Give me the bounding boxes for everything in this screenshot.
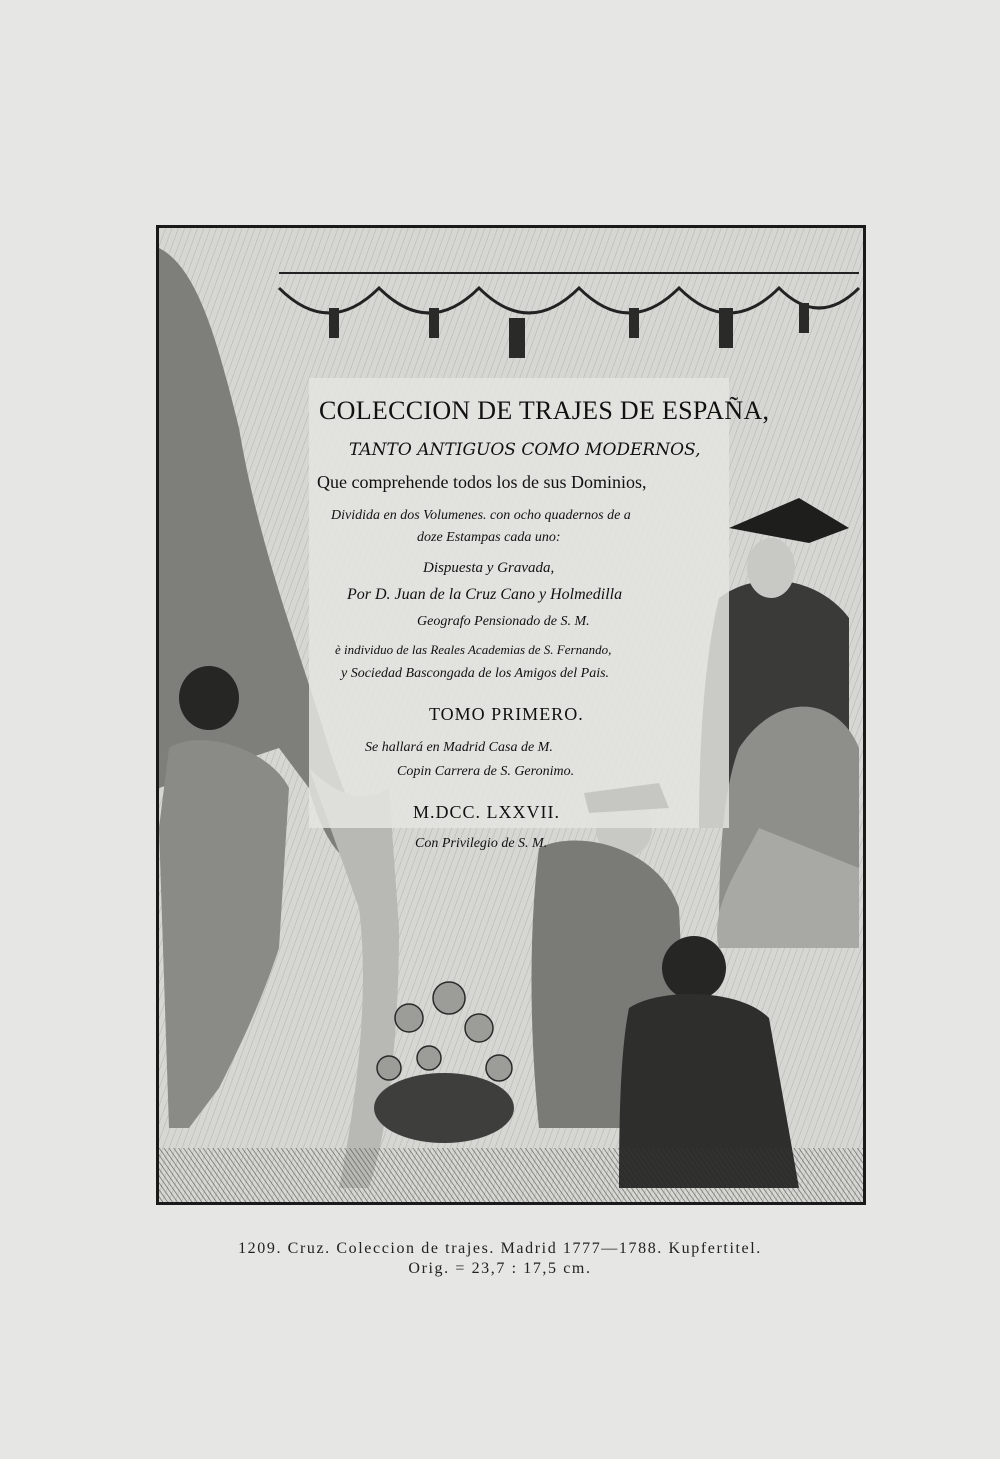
plate-line-7: è individuo de las Reales Academias de S. Fernando, <box>335 642 612 657</box>
plate-year: M.DCC. LXXVII. <box>413 802 560 822</box>
caption-line-2: Orig. = 23,7 : 17,5 cm. <box>408 1260 592 1277</box>
plate-line-5: Por D. Juan de la Cruz Cano y Holmedilla <box>347 586 623 603</box>
plate-line-3: doze Estampas cada uno: <box>417 530 561 545</box>
plate-line-4: Dispuesta y Gravada, <box>423 560 555 576</box>
plate-line-2: Dividida en dos Volumenes. con ocho quadernos de a <box>331 508 631 523</box>
caption-line-1: 1209. Cruz. Coleccion de trajes. Madrid 1777—1788. Kupfertitel. <box>238 1240 762 1257</box>
plate-volume: TOMO PRIMERO. <box>429 704 584 724</box>
plate-sale-line-2: Copin Carrera de S. Geronimo. <box>397 764 575 779</box>
plate-line-8: y Sociedad Bascongada de los Amigos del Pais. <box>341 666 610 681</box>
plate-sale-line-1: Se hallará en Madrid Casa de M. <box>365 740 553 755</box>
plate-title: COLECCION DE TRAJES DE ESPAÑA, <box>319 396 770 425</box>
engraved-title-plate <box>156 225 866 1205</box>
plate-line-1: Que comprehende todos los de sus Dominios, <box>317 472 647 492</box>
plate-privilege: Con Privilegio de S. M. <box>415 836 548 851</box>
plate-line-6: Geografo Pensionado de S. M. <box>417 614 590 629</box>
plate-subtitle: TANTO ANTIGUOS COMO MODERNOS, <box>349 440 701 460</box>
